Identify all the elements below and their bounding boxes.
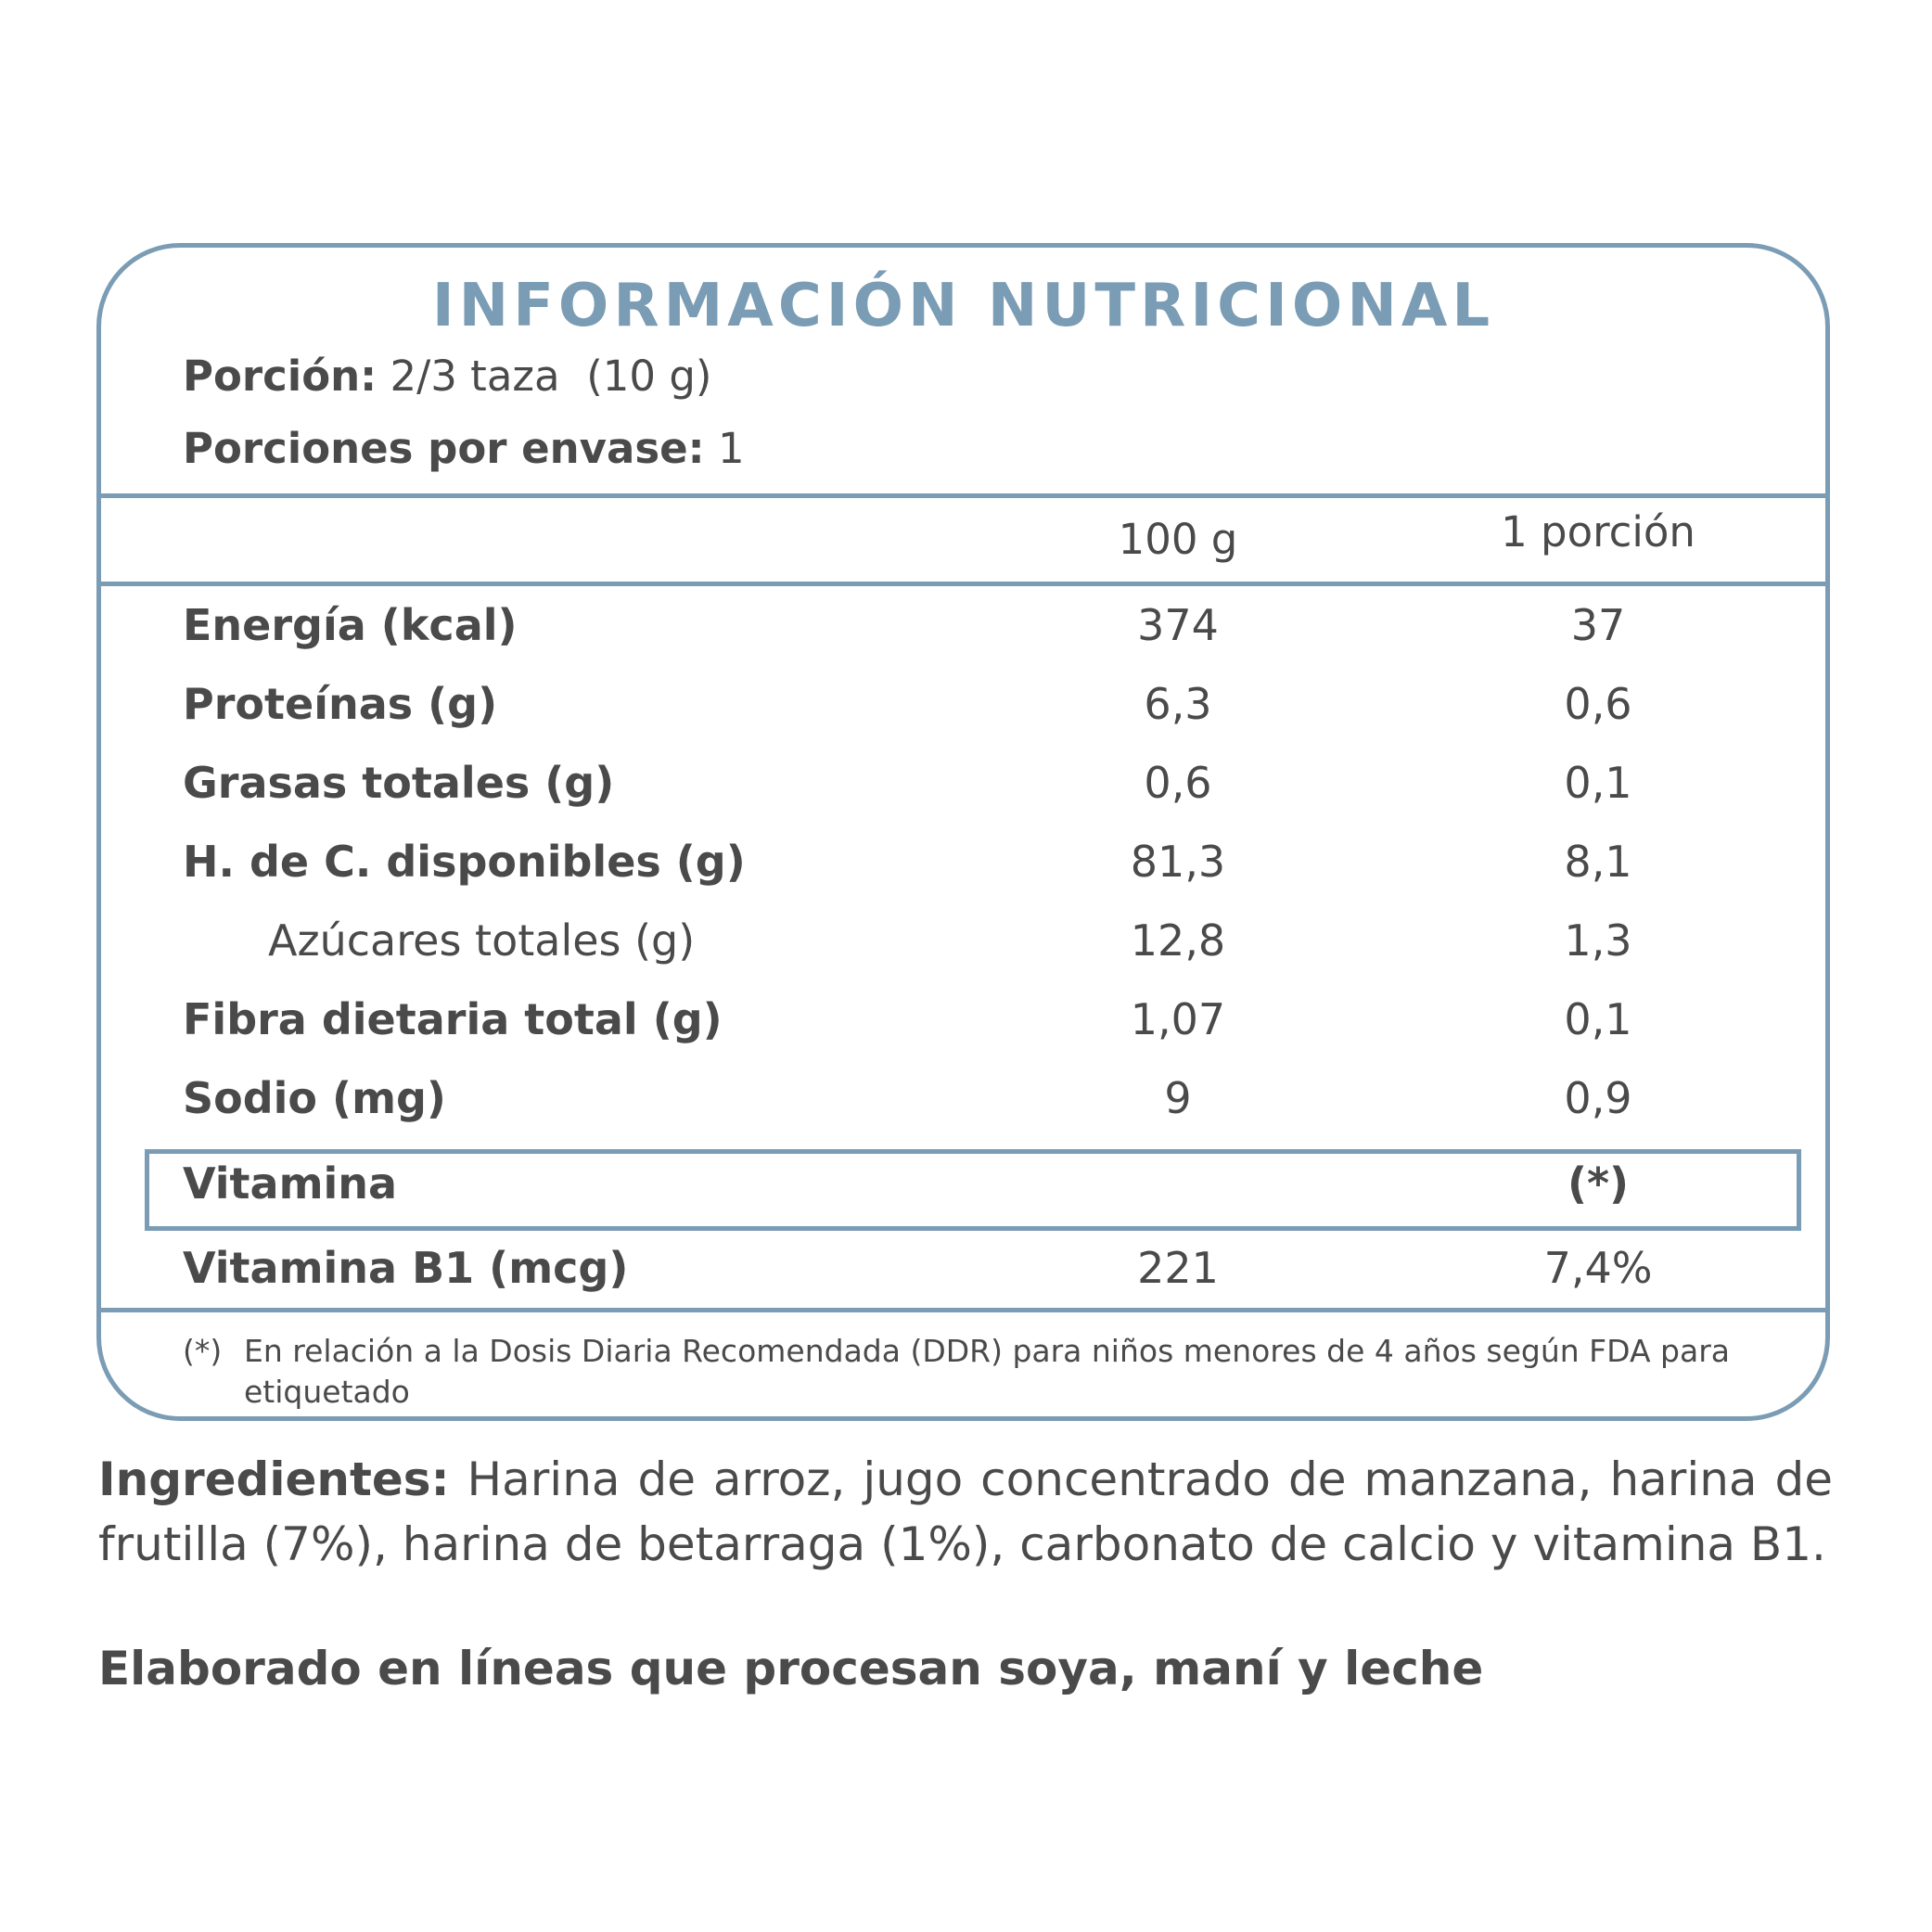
- nutrient-name: Grasas totales (g): [183, 758, 615, 808]
- nutrient-name: Energía (kcal): [183, 600, 518, 650]
- nutrient-value-100g: 0,6: [1144, 758, 1212, 808]
- ingredients: [98, 1447, 1833, 1577]
- nutrient-row-fat: [101, 758, 1825, 823]
- nutrient-value-portion: 0,1: [1564, 994, 1632, 1044]
- nutrient-value-portion: 0,1: [1564, 758, 1632, 808]
- nutrient-row-vitamin-b1: [101, 1243, 1825, 1308]
- nutrient-row-energy: [101, 600, 1825, 665]
- nutrient-value-portion: 8,1: [1564, 837, 1632, 887]
- serving-size: [183, 352, 711, 401]
- divider-bottom: [101, 1308, 1825, 1312]
- allergen-note: Elaborado en líneas que procesan soya, maní y leche: [98, 1642, 1484, 1695]
- serving-size-label: Porción:: [183, 352, 377, 401]
- nutrient-value-100g: 1,07: [1130, 994, 1226, 1044]
- vitamin-header-name: Vitamina: [183, 1158, 398, 1209]
- nutrition-facts-panel: [96, 243, 1830, 1421]
- column-header-portion: 1 porción: [1501, 507, 1695, 557]
- footnote: [183, 1331, 1759, 1413]
- footnote-text: En relación a la Dosis Diaria Recomendada (DDR) para niños menores de 4 años según FDA para etiquetado: [244, 1333, 1730, 1410]
- vitamin-header-row: [101, 1158, 1825, 1223]
- nutrient-row-carbs: [101, 837, 1825, 902]
- nutrient-name: Fibra dietaria total (g): [183, 994, 723, 1044]
- nutrient-name: Proteínas (g): [183, 679, 498, 729]
- serving-size-value: 2/3 taza (10 g): [390, 352, 712, 401]
- nutrient-value-portion: 0,9: [1564, 1073, 1632, 1123]
- nutrient-value-portion: 0,6: [1564, 679, 1632, 729]
- nutrient-row-sugars: [101, 915, 1825, 980]
- divider-top: [101, 493, 1825, 498]
- nutrient-name: Sodio (mg): [183, 1073, 446, 1123]
- nutrient-value-100g: 6,3: [1144, 679, 1212, 729]
- nutrient-row-protein: [101, 679, 1825, 744]
- nutrient-value-100g: 221: [1137, 1243, 1219, 1293]
- ingredients-text: Harina de arroz, jugo concentrado de manzana, harina de frutilla (7%), harina de betarraga (1%), carbonato de calcio y vitamina B1.: [98, 1452, 1833, 1571]
- nutrition-title: INFORMACIÓN NUTRICIONAL: [431, 272, 1495, 340]
- nutrient-row-sodium: [101, 1073, 1825, 1138]
- servings-per-container-label: Porciones por envase:: [183, 424, 705, 473]
- nutrient-row-fiber: [101, 994, 1825, 1059]
- servings-per-container: [183, 424, 745, 473]
- nutrient-name: H. de C. disponibles (g): [183, 837, 746, 887]
- divider-header: [101, 582, 1825, 586]
- nutrient-value-100g: 12,8: [1130, 915, 1226, 966]
- nutrient-value-portion: 1,3: [1564, 915, 1632, 966]
- footnote-mark: (*): [183, 1333, 223, 1369]
- nutrient-name: Vitamina B1 (mcg): [183, 1243, 629, 1293]
- nutrient-value-100g: 9: [1164, 1073, 1192, 1123]
- nutrient-name: Azúcares totales (g): [268, 915, 696, 966]
- nutrient-value-100g: 81,3: [1130, 837, 1226, 887]
- nutrient-value-portion: 7,4%: [1543, 1243, 1653, 1293]
- nutrient-value-100g: 374: [1137, 600, 1219, 650]
- ingredients-label: Ingredientes:: [98, 1452, 450, 1506]
- servings-per-container-value: 1: [717, 424, 745, 473]
- vitamin-header-mark: (*): [1567, 1158, 1630, 1209]
- nutrient-value-portion: 37: [1570, 600, 1626, 650]
- column-header-100g: 100 g: [1118, 515, 1238, 564]
